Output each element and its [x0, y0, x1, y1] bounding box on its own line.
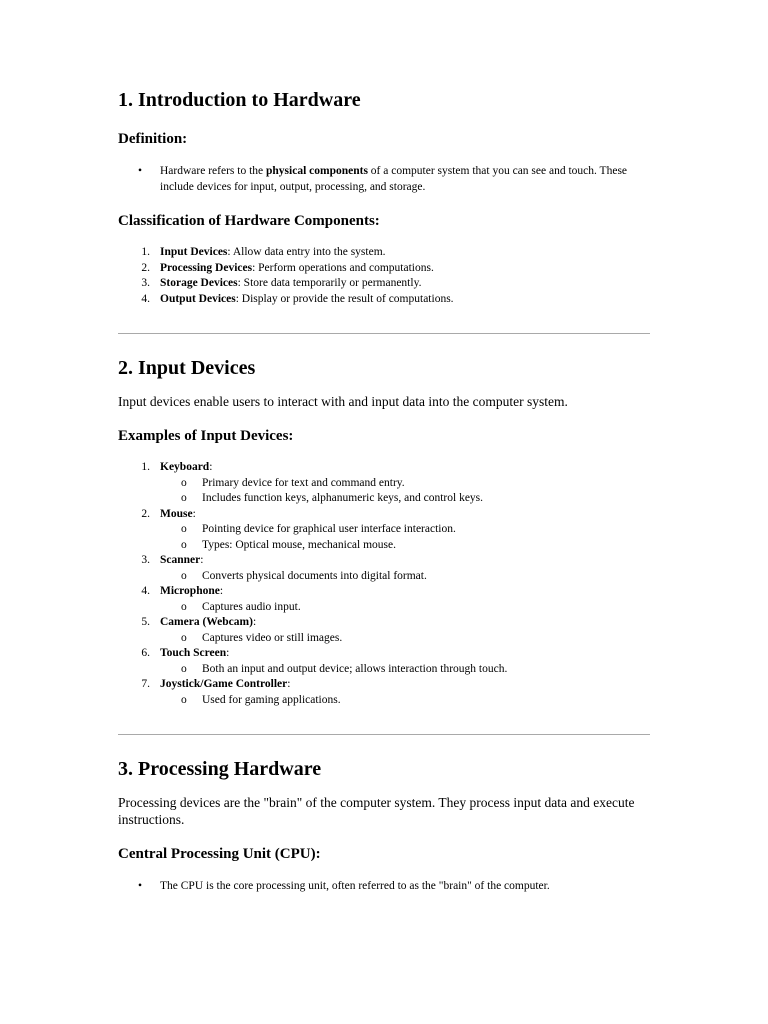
- item-number: 2.: [141, 261, 150, 274]
- device-detail: [118, 522, 650, 538]
- input-device-item: [118, 553, 650, 569]
- classification-item: [118, 276, 650, 292]
- device-colon: :: [200, 554, 204, 566]
- definition-bold-term: physical components: [266, 165, 368, 177]
- device-detail: [118, 491, 650, 507]
- sub-bullet-marker: o: [181, 523, 187, 535]
- definition-list: [118, 164, 650, 195]
- item-number: 1.: [141, 461, 150, 473]
- device-colon: :: [209, 461, 213, 473]
- device-detail: [118, 538, 650, 554]
- classification-list: [118, 245, 650, 307]
- device-name: Microphone: [160, 585, 220, 597]
- item-number: 6.: [141, 647, 150, 659]
- sub-bullet-marker: o: [181, 476, 187, 489]
- device-detail-text: Both an input and output device; allows interaction through touch.: [202, 662, 508, 675]
- device-detail-text: Primary device for text and command entry.: [202, 476, 405, 489]
- device-name: Scanner: [160, 554, 201, 566]
- sub-bullet-marker: o: [181, 693, 187, 706]
- sub-bullet-marker: o: [181, 569, 187, 582]
- input-devices-list: [118, 460, 650, 708]
- device-name: Touch Screen: [160, 647, 227, 659]
- definition-heading: Definition:: [118, 131, 188, 147]
- section-title-introduction: 1. Introduction to Hardware: [118, 89, 361, 111]
- section-title-processing-hardware: 3. Processing Hardware: [118, 758, 322, 780]
- section-introduction: [118, 86, 650, 307]
- item-term: Output Devices: [160, 292, 236, 305]
- bullet-marker: •: [138, 165, 143, 177]
- item-number: 4.: [141, 585, 150, 597]
- device-detail-text: Types: Optical mouse, mechanical mouse.: [202, 538, 397, 551]
- input-device-item: [118, 460, 650, 476]
- section-divider: [118, 333, 650, 334]
- device-detail-text: Pointing device for graphical user interface interaction.: [202, 523, 456, 535]
- item-number: 5.: [141, 616, 150, 628]
- device-detail-text: Converts physical documents into digital format.: [202, 569, 427, 582]
- device-detail: [118, 693, 650, 709]
- item-number: 3.: [141, 277, 150, 289]
- device-name: Keyboard: [160, 461, 210, 473]
- device-detail-text: Captures audio input.: [202, 600, 301, 613]
- input-devices-intro: Input devices enable users to interact with and input data into the computer system.: [118, 394, 568, 409]
- item-number: 7.: [141, 678, 150, 690]
- sub-bullet-marker: o: [181, 600, 187, 613]
- item-description: : Store data temporarily or permanently.: [237, 277, 422, 289]
- processing-intro: Processing devices are the "brain" of the computer system. They process input data and execute instructions.: [118, 795, 635, 827]
- input-device-item: [118, 646, 650, 662]
- definition-text-start: Hardware refers to the: [160, 165, 266, 177]
- device-detail-text: Includes function keys, alphanumeric keys, and control keys.: [202, 492, 484, 504]
- sub-bullet-marker: o: [181, 538, 187, 551]
- input-device-item: [118, 584, 650, 600]
- device-colon: :: [252, 616, 257, 628]
- item-number: 1.: [141, 246, 150, 258]
- item-term: Storage Devices: [160, 277, 238, 289]
- document-content: [118, 86, 650, 895]
- device-colon: :: [287, 678, 291, 690]
- device-name: Camera (Webcam): [160, 616, 253, 628]
- item-description: : Allow data entry into the system.: [227, 246, 386, 258]
- section-processing-hardware: [118, 755, 650, 895]
- item-term: Input Devices: [160, 246, 228, 258]
- item-description: : Perform operations and computations.: [252, 261, 434, 274]
- definition-text-end: of a computer system that you can see and touch. These include devices for input, output, processing, and storage.: [160, 165, 628, 193]
- device-colon: :: [226, 647, 230, 659]
- device-colon: :: [219, 585, 224, 597]
- definition-bullet: [118, 164, 650, 195]
- device-detail: [118, 569, 650, 585]
- device-detail: [118, 600, 650, 616]
- classification-item: [118, 261, 650, 277]
- classification-item: [118, 245, 650, 261]
- device-detail: [118, 476, 650, 492]
- item-number: 3.: [141, 554, 150, 566]
- section-title-input-devices: 2. Input Devices: [118, 357, 256, 379]
- classification-heading: Classification of Hardware Components:: [118, 213, 380, 229]
- section-input-devices: [118, 354, 650, 708]
- device-name: Mouse: [160, 507, 193, 520]
- sub-bullet-marker: o: [181, 492, 187, 504]
- examples-heading: Examples of Input Devices:: [118, 428, 294, 444]
- sub-bullet-marker: o: [181, 662, 187, 675]
- section-divider: [118, 734, 650, 735]
- device-detail-text: Captures video or still images.: [202, 631, 343, 644]
- input-device-item: [118, 615, 650, 631]
- device-detail: [118, 631, 650, 647]
- item-term: Processing Devices: [160, 261, 253, 274]
- input-device-item: [118, 507, 650, 523]
- device-name: Joystick/Game Controller: [160, 678, 288, 690]
- item-number: 2.: [141, 507, 150, 520]
- cpu-bullet-text: The CPU is the core processing unit, often referred to as the "brain" of the computer.: [160, 880, 550, 892]
- device-colon: :: [192, 507, 196, 520]
- item-number: 4.: [141, 292, 150, 305]
- item-description: : Display or provide the result of computations.: [235, 292, 454, 305]
- cpu-bullet: [118, 879, 650, 895]
- classification-item: [118, 292, 650, 308]
- device-detail: [118, 662, 650, 678]
- sub-bullet-marker: o: [181, 631, 187, 644]
- input-device-item: [118, 677, 650, 693]
- cpu-list: [118, 879, 650, 895]
- device-detail-text: Used for gaming applications.: [202, 693, 341, 706]
- cpu-heading: Central Processing Unit (CPU):: [118, 846, 321, 862]
- bullet-marker: •: [138, 880, 143, 892]
